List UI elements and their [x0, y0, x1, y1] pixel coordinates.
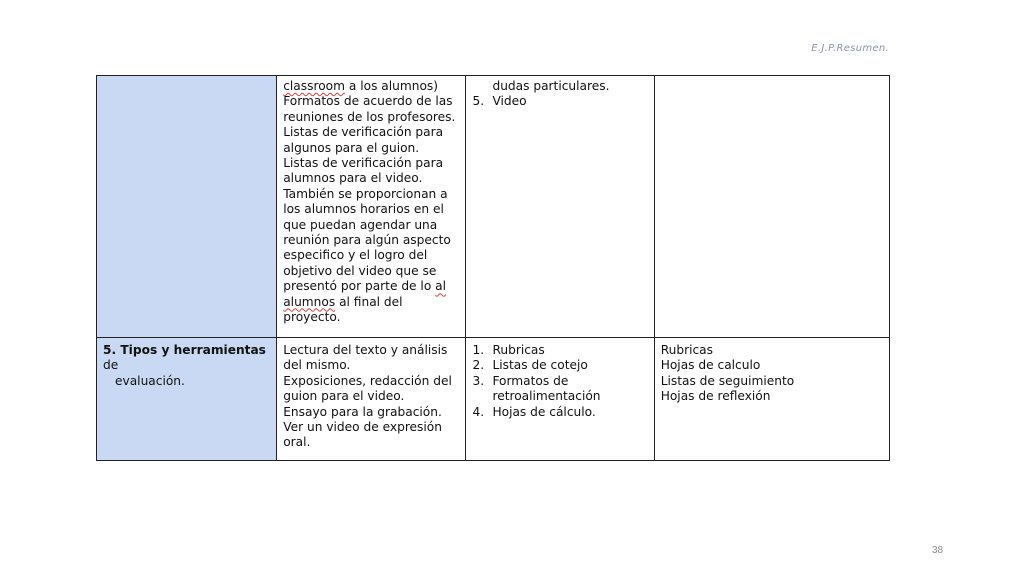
list-item — [472, 94, 647, 109]
text-line: reunión para algún aspecto — [283, 233, 451, 248]
section-title-continuation: evaluación. — [115, 373, 185, 388]
text-line: Lectura del texto y análisis — [283, 343, 448, 357]
text-line: objetivo del video que se — [283, 263, 437, 278]
text-line: Rubricas — [660, 343, 713, 357]
text-line: Formatos de acuerdo de las — [283, 94, 453, 109]
evaluation-tools-list — [472, 343, 647, 420]
table-row — [97, 76, 890, 338]
slide-number: 38 — [932, 545, 944, 556]
section-title: 5. Tipos y herramientas de — [103, 343, 266, 373]
text-line: del mismo. — [283, 358, 351, 373]
text-line: Listas de verificación para — [283, 156, 444, 171]
table-row — [97, 338, 890, 461]
text-line: que puedan agendar una — [283, 217, 438, 232]
list-item-number: 2. — [472, 358, 485, 373]
list-item — [472, 343, 647, 358]
list-item-text: Formatos de — [492, 373, 569, 388]
text-line: Ver un video de expresión — [283, 420, 442, 435]
list-item-text: Video — [492, 94, 527, 109]
text-line: Hojas de calculo — [660, 358, 761, 373]
text-line: especifico y el logro del — [283, 248, 428, 263]
row1-col2-text — [283, 79, 459, 326]
text-line: alumnos para el video. — [283, 171, 423, 186]
row2-col3-cell — [466, 338, 654, 461]
text-line: También se proporcionan a — [283, 186, 448, 201]
list-item-text: Rubricas — [492, 343, 545, 357]
list-item-number: 1. — [472, 343, 485, 357]
list-item-text: retroalimentación — [492, 389, 601, 404]
text-line: proyecto. — [283, 310, 341, 325]
list-item-number: 5. — [472, 94, 485, 109]
text-line: classroom a los alumnos) — [283, 79, 439, 93]
text-line: Listas de seguimiento — [660, 373, 795, 388]
summary-table — [96, 75, 890, 461]
row2-col1-cell — [97, 338, 277, 461]
text-line: los alumnos horarios en el — [283, 202, 444, 217]
list-item — [472, 358, 647, 373]
document-header-label: E.J.P.Resumen. — [811, 43, 889, 54]
list-item — [472, 374, 647, 405]
list-continuation-text: dudas particulares. — [492, 79, 610, 93]
text-line: alumnos al final del — [283, 294, 403, 309]
text-line: algunos para el guion. — [283, 140, 420, 155]
text-line: Listas de verificación para — [283, 125, 444, 140]
text-line: reuniones de los profesores. — [283, 109, 456, 124]
list-item-number: 4. — [472, 404, 485, 419]
row2-col4-cell — [654, 338, 889, 461]
text-line: guion para el video. — [283, 389, 405, 404]
row1-col3-list — [472, 94, 647, 109]
text-line: presentó por parte de lo al — [283, 279, 447, 294]
row1-col2-cell — [277, 76, 466, 338]
row1-col1-cell — [97, 76, 277, 338]
row1-col3-cell — [466, 76, 654, 338]
text-line: Exposiciones, redacción del — [283, 373, 452, 388]
text-line: oral. — [283, 435, 311, 450]
text-line: Ensayo para la grabación. — [283, 404, 442, 419]
list-item — [472, 405, 647, 420]
row1-col4-cell — [654, 76, 889, 338]
list-item-text: Listas de cotejo — [492, 358, 588, 373]
row2-col2-cell — [277, 338, 466, 461]
text-line: Hojas de reflexión — [660, 389, 771, 404]
list-item-text: Hojas de cálculo. — [492, 404, 596, 419]
list-item-number: 3. — [472, 373, 485, 388]
